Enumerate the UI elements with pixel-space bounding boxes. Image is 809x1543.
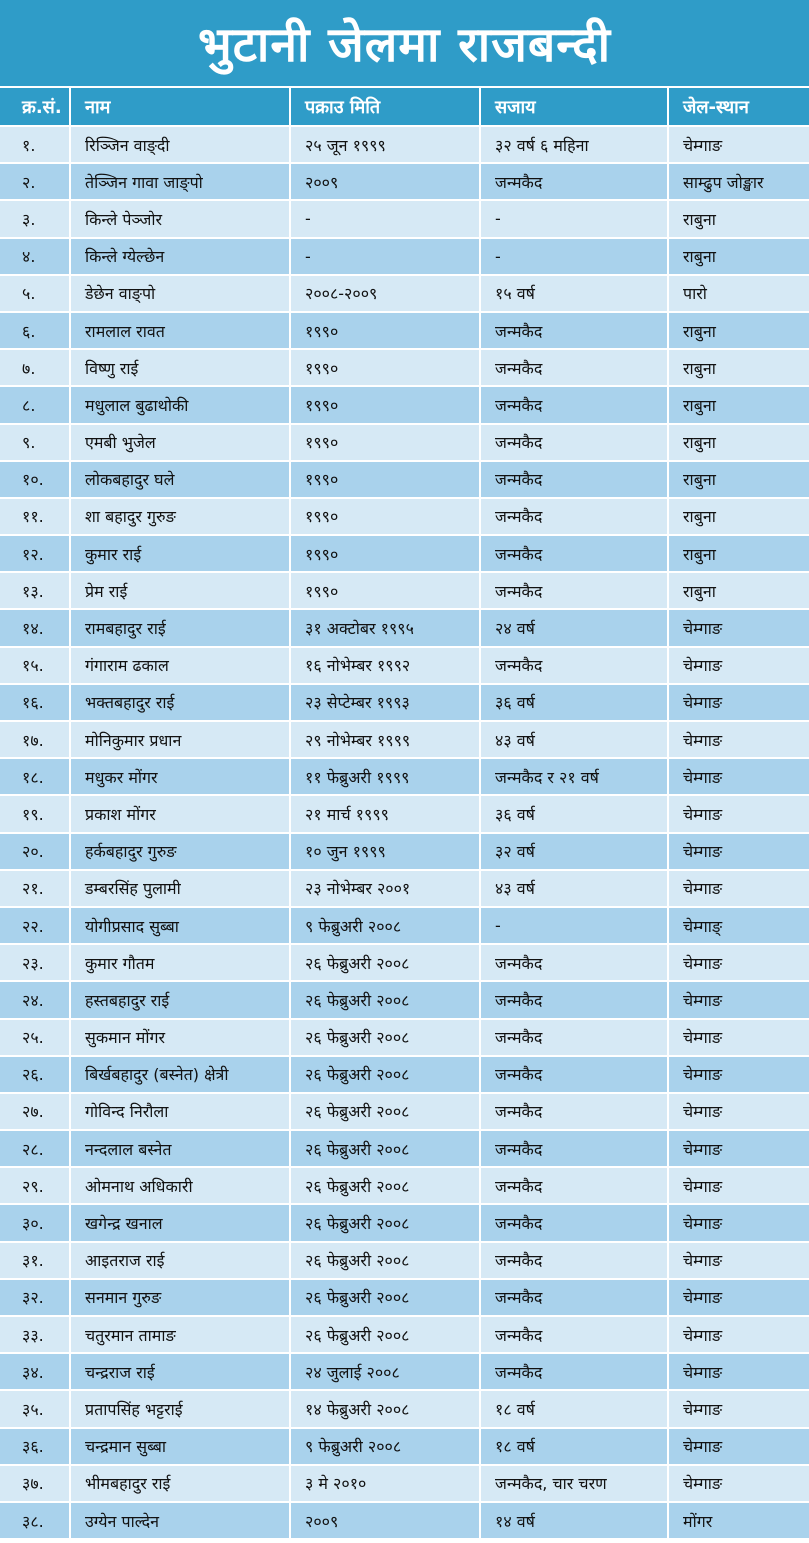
cell-jail-location: चेम्गाङ [668,1167,809,1204]
cell-sentence: ३६ वर्ष [480,795,668,832]
cell-arrest-date: १९९० [290,312,480,349]
prisoners-table [0,88,809,1540]
cell-name: उग्येन पाल्देन [70,1502,290,1539]
table-row [0,1019,809,1056]
cell-arrest-date: - [290,238,480,275]
table-row [0,461,809,498]
table-row [0,200,809,237]
cell-name: हस्तबहादुर राई [70,981,290,1018]
cell-arrest-date: १९९० [290,424,480,461]
cell-sentence: जन्मकैद [480,1279,668,1316]
cell-name: प्रतापसिंह भट्टराई [70,1390,290,1427]
cell-serial: १३. [0,572,70,609]
cell-name: रामलाल रावत [70,312,290,349]
cell-serial: १०. [0,461,70,498]
cell-name: एमबी भुजेल [70,424,290,461]
table-row [0,907,809,944]
table-row [0,758,809,795]
cell-sentence: जन्मकैद [480,424,668,461]
cell-jail-location: चेम्गाङ [668,944,809,981]
table-row [0,870,809,907]
cell-jail-location: चेम्गाङ [668,758,809,795]
table-row [0,1130,809,1167]
header-name: नाम [70,88,290,126]
cell-jail-location: चेम्गाङ [668,1465,809,1502]
cell-serial: २०. [0,833,70,870]
cell-sentence: ३२ वर्ष ६ महिना [480,126,668,163]
cell-arrest-date: २५ जून १९९९ [290,126,480,163]
cell-name: बिर्खबहादुर (बस्नेत) क्षेत्री [70,1056,290,1093]
cell-sentence: १४ वर्ष [480,1502,668,1539]
cell-name: विष्णु राई [70,349,290,386]
cell-sentence: जन्मकैद [480,1242,668,1279]
table-row [0,1316,809,1353]
cell-serial: १७. [0,721,70,758]
cell-serial: २८. [0,1130,70,1167]
cell-arrest-date: १९९० [290,386,480,423]
cell-name: किन्ले ग्येल्छेन [70,238,290,275]
cell-sentence: जन्मकैद [480,572,668,609]
cell-serial: २३. [0,944,70,981]
table-row [0,312,809,349]
cell-arrest-date: २६ फेब्रुअरी २००८ [290,1242,480,1279]
cell-name: रामबहादुर राई [70,609,290,646]
cell-sentence: जन्मकैद [480,1167,668,1204]
cell-serial: ६. [0,312,70,349]
cell-sentence: ४३ वर्ष [480,721,668,758]
cell-jail-location: मोंगर [668,1502,809,1539]
cell-arrest-date: २१ मार्च १९९९ [290,795,480,832]
cell-name: योगीप्रसाद सुब्बा [70,907,290,944]
cell-serial: ७. [0,349,70,386]
table-row [0,1056,809,1093]
cell-sentence: जन्मकैद [480,1093,668,1130]
cell-sentence: जन्मकैद [480,312,668,349]
cell-sentence: जन्मकैद [480,1130,668,1167]
cell-serial: ५. [0,275,70,312]
cell-name: प्रेम राई [70,572,290,609]
page-title: भुटानी जेलमा राजबन्दी [198,16,611,73]
cell-sentence: - [480,200,668,237]
table-row [0,275,809,312]
cell-jail-location: चेम्गाङ [668,126,809,163]
cell-serial: ३१. [0,1242,70,1279]
cell-jail-location: चेम्गाङ [668,1204,809,1241]
table-row [0,498,809,535]
cell-serial: ३५. [0,1390,70,1427]
cell-name: शा बहादुर गुरुङ [70,498,290,535]
cell-name: लोकबहादुर घले [70,461,290,498]
cell-arrest-date: १४ फेब्रुअरी २००८ [290,1390,480,1427]
cell-sentence: ४३ वर्ष [480,870,668,907]
cell-name: खगेन्द्र खनाल [70,1204,290,1241]
cell-name: सनमान गुरुङ [70,1279,290,1316]
cell-name: मधुकर मोंगर [70,758,290,795]
table-row [0,1390,809,1427]
cell-name: मोनिकुमार प्रधान [70,721,290,758]
cell-sentence: जन्मकैद [480,981,668,1018]
cell-serial: १८. [0,758,70,795]
cell-sentence: जन्मकैद [480,1204,668,1241]
table-row [0,1204,809,1241]
cell-arrest-date: ९ फेब्रुअरी २००८ [290,907,480,944]
cell-name: चतुरमान तामाङ [70,1316,290,1353]
cell-serial: ३३. [0,1316,70,1353]
cell-arrest-date: ३१ अक्टोबर १९९५ [290,609,480,646]
cell-serial: २४. [0,981,70,1018]
table-row [0,944,809,981]
cell-jail-location: साम्ढुप जोङ्खार [668,163,809,200]
cell-jail-location: चेम्गाङ् [668,907,809,944]
cell-sentence: - [480,907,668,944]
cell-arrest-date: २६ फेब्रुअरी २००८ [290,1167,480,1204]
cell-arrest-date: - [290,200,480,237]
cell-arrest-date: ९ फेब्रुअरी २००८ [290,1428,480,1465]
cell-name: प्रकाश मोंगर [70,795,290,832]
table-row [0,1093,809,1130]
cell-jail-location: राबुना [668,461,809,498]
cell-sentence: १८ वर्ष [480,1428,668,1465]
cell-name: चन्द्रमान सुब्बा [70,1428,290,1465]
cell-serial: १. [0,126,70,163]
cell-name: डम्बरसिंह पुलामी [70,870,290,907]
cell-name: ओमनाथ अधिकारी [70,1167,290,1204]
cell-sentence: ३६ वर्ष [480,684,668,721]
cell-serial: ३२. [0,1279,70,1316]
cell-jail-location: राबुना [668,349,809,386]
cell-name: मधुलाल बुढाथोकी [70,386,290,423]
cell-arrest-date: २६ फेब्रुअरी २००८ [290,944,480,981]
cell-arrest-date: २६ फेब्रुअरी २००८ [290,1093,480,1130]
cell-arrest-date: १९९० [290,461,480,498]
cell-jail-location: राबुना [668,238,809,275]
cell-arrest-date: २६ फेब्रुअरी २००८ [290,1019,480,1056]
table-row [0,386,809,423]
cell-name: भीमबहादुर राई [70,1465,290,1502]
table-row [0,981,809,1018]
cell-sentence: - [480,238,668,275]
table-row [0,833,809,870]
cell-sentence: जन्मकैद [480,944,668,981]
title-bar [0,0,809,88]
cell-jail-location: चेम्गाङ [668,1242,809,1279]
cell-serial: २७. [0,1093,70,1130]
cell-serial: २६. [0,1056,70,1093]
cell-name: किन्ले पेञ्जोर [70,200,290,237]
cell-jail-location: राबुना [668,312,809,349]
cell-jail-location: राबुना [668,200,809,237]
cell-jail-location: चेम्गाङ [668,1279,809,1316]
cell-name: कुमार गौतम [70,944,290,981]
cell-serial: २५. [0,1019,70,1056]
cell-jail-location: चेम्गाङ [668,981,809,1018]
cell-name: रिञ्जिन वाङ्दी [70,126,290,163]
cell-arrest-date: १० जुन १९९९ [290,833,480,870]
table-row [0,1353,809,1390]
cell-sentence: जन्मकैद [480,1316,668,1353]
cell-serial: ३०. [0,1204,70,1241]
cell-sentence: जन्मकैद [480,535,668,572]
cell-sentence: ३२ वर्ष [480,833,668,870]
cell-jail-location: राबुना [668,572,809,609]
cell-jail-location: चेम्गाङ [668,795,809,832]
cell-arrest-date: २३ नोभेम्बर २००१ [290,870,480,907]
table-header [0,88,809,126]
cell-arrest-date: १९९० [290,349,480,386]
cell-jail-location: चेम्गाङ [668,1316,809,1353]
cell-sentence: जन्मकैद [480,461,668,498]
table-row [0,1242,809,1279]
table-row [0,1502,809,1539]
header-jail-location: जेल-स्थान [668,88,809,126]
table-row [0,609,809,646]
cell-jail-location: राबुना [668,424,809,461]
cell-arrest-date: २६ फेब्रुअरी २००८ [290,1130,480,1167]
table-row [0,684,809,721]
cell-jail-location: चेम्गाङ [668,1130,809,1167]
cell-serial: ८. [0,386,70,423]
table-row [0,795,809,832]
cell-serial: ३४. [0,1353,70,1390]
header-sentence: सजाय [480,88,668,126]
cell-jail-location: चेम्गाङ [668,609,809,646]
cell-serial: ३८. [0,1502,70,1539]
table-row [0,1167,809,1204]
cell-arrest-date: २६ फेब्रुअरी २००८ [290,981,480,1018]
cell-arrest-date: ११ फेब्रुअरी १९९९ [290,758,480,795]
cell-sentence: १८ वर्ष [480,1390,668,1427]
cell-name: भक्तबहादुर राई [70,684,290,721]
cell-sentence: जन्मकैद [480,1019,668,1056]
cell-serial: १६. [0,684,70,721]
cell-sentence: जन्मकैद [480,386,668,423]
cell-arrest-date: २३ सेप्टेम्बर १९९३ [290,684,480,721]
table-row [0,126,809,163]
cell-arrest-date: २४ जुलाई २००८ [290,1353,480,1390]
table-row [0,349,809,386]
cell-jail-location: राबुना [668,535,809,572]
cell-sentence: २४ वर्ष [480,609,668,646]
cell-serial: ३७. [0,1465,70,1502]
table-row [0,535,809,572]
cell-sentence: १५ वर्ष [480,275,668,312]
cell-serial: २. [0,163,70,200]
cell-jail-location: चेम्गाङ [668,1056,809,1093]
cell-arrest-date: २६ फेब्रुअरी २००८ [290,1204,480,1241]
table-row [0,572,809,609]
cell-jail-location: चेम्गाङ [668,1353,809,1390]
cell-serial: २९. [0,1167,70,1204]
cell-name: सुकमान मोंगर [70,1019,290,1056]
cell-jail-location: चेम्गाङ [668,684,809,721]
cell-arrest-date: १९९० [290,535,480,572]
cell-arrest-date: २००९ [290,163,480,200]
cell-serial: ९. [0,424,70,461]
cell-name: आइतराज राई [70,1242,290,1279]
cell-name: गंगाराम ढकाल [70,647,290,684]
cell-name: तेञ्जिन गावा जाङ्पो [70,163,290,200]
cell-serial: १९. [0,795,70,832]
cell-arrest-date: १९९० [290,572,480,609]
cell-jail-location: चेम्गाङ [668,870,809,907]
table-row [0,1279,809,1316]
table-row [0,1465,809,1502]
cell-jail-location: पारो [668,275,809,312]
cell-serial: ११. [0,498,70,535]
cell-jail-location: चेम्गाङ [668,721,809,758]
cell-arrest-date: २६ फेब्रुअरी २००८ [290,1279,480,1316]
cell-arrest-date: २६ फेब्रुअरी २००८ [290,1316,480,1353]
cell-name: चन्द्रराज राई [70,1353,290,1390]
cell-arrest-date: २००९ [290,1502,480,1539]
cell-name: कुमार राई [70,535,290,572]
cell-jail-location: चेम्गाङ [668,1019,809,1056]
cell-arrest-date: १६ नोभेम्बर १९९२ [290,647,480,684]
table-row [0,163,809,200]
cell-arrest-date: २००८-२००९ [290,275,480,312]
cell-sentence: जन्मकैद [480,1056,668,1093]
cell-name: हर्कबहादुर गुरुङ [70,833,290,870]
cell-jail-location: चेम्गाङ [668,1428,809,1465]
cell-serial: १५. [0,647,70,684]
cell-jail-location: राबुना [668,498,809,535]
cell-serial: ४. [0,238,70,275]
cell-arrest-date: २६ फेब्रुअरी २००८ [290,1056,480,1093]
cell-sentence: जन्मकैद [480,498,668,535]
cell-sentence: जन्मकैद [480,349,668,386]
header-arrest-date: पक्राउ मिति [290,88,480,126]
cell-name: डेछेन वाङ्पो [70,275,290,312]
cell-jail-location: चेम्गाङ [668,833,809,870]
table-row [0,238,809,275]
cell-jail-location: चेम्गाङ [668,647,809,684]
cell-jail-location: चेम्गाङ [668,1093,809,1130]
cell-serial: ३६. [0,1428,70,1465]
table-row [0,647,809,684]
table-row [0,721,809,758]
cell-serial: २२. [0,907,70,944]
cell-name: नन्दलाल बस्नेत [70,1130,290,1167]
cell-arrest-date: १९९० [290,498,480,535]
table-body [0,126,809,1539]
cell-sentence: जन्मकैद, चार चरण [480,1465,668,1502]
header-serial: क्र.सं. [0,88,70,126]
cell-serial: १४. [0,609,70,646]
cell-arrest-date: २९ नोभेम्बर १९९९ [290,721,480,758]
table-row [0,424,809,461]
cell-sentence: जन्मकैद [480,163,668,200]
table-row [0,1428,809,1465]
cell-serial: २१. [0,870,70,907]
cell-sentence: जन्मकैद [480,1353,668,1390]
cell-sentence: जन्मकैद [480,647,668,684]
cell-serial: ३. [0,200,70,237]
cell-name: गोविन्द निरौला [70,1093,290,1130]
cell-arrest-date: ३ मे २०१० [290,1465,480,1502]
cell-jail-location: चेम्गाङ [668,1390,809,1427]
cell-serial: १२. [0,535,70,572]
cell-jail-location: राबुना [668,386,809,423]
cell-sentence: जन्मकैद र २१ वर्ष [480,758,668,795]
